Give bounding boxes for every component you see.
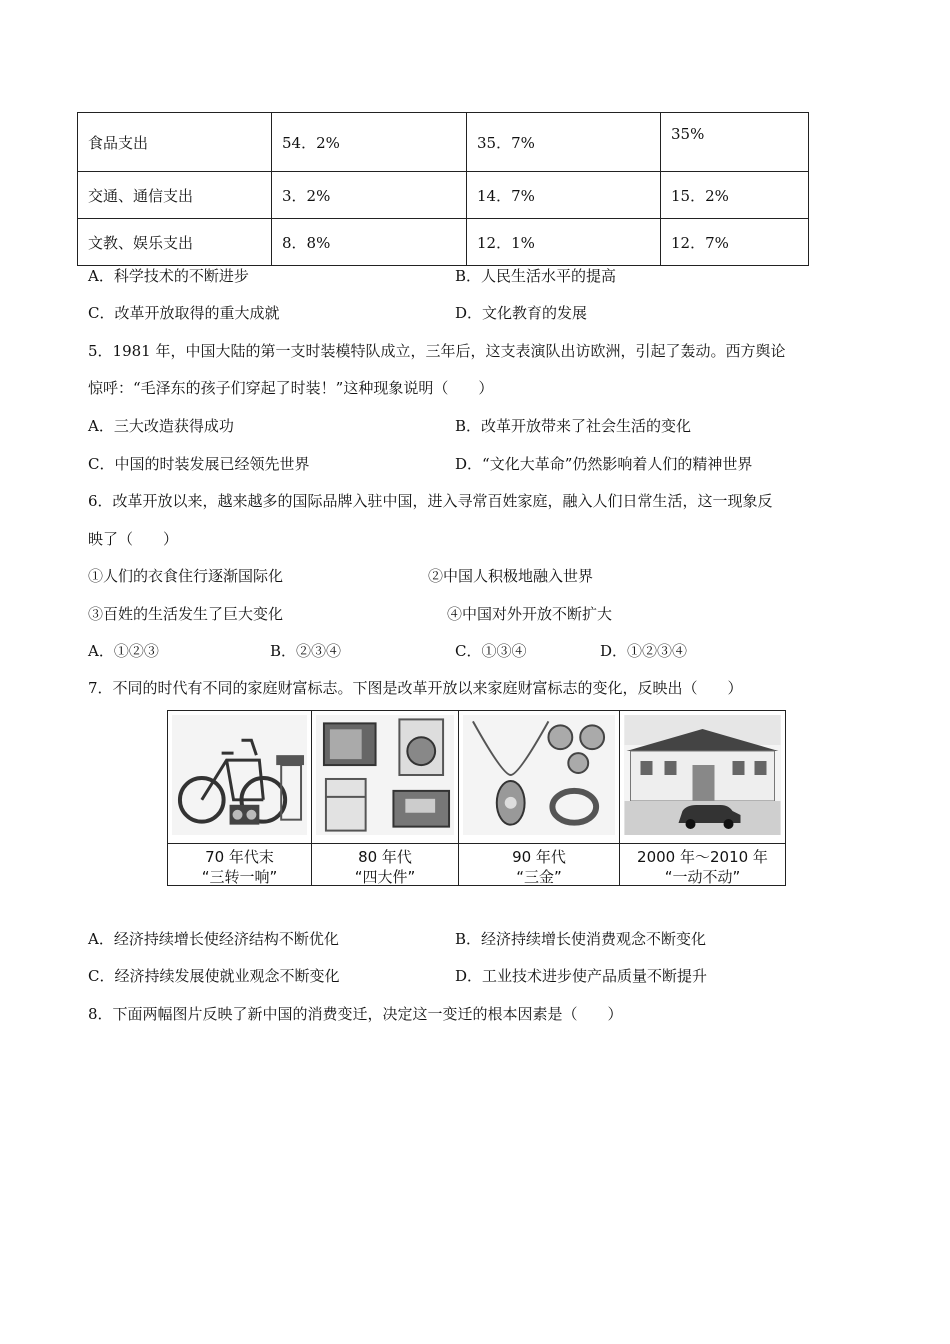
era-label: 80 年代 xyxy=(358,848,412,866)
q6-statement-4: ④中国对外开放不断扩大 xyxy=(447,605,613,623)
table-row xyxy=(78,172,809,219)
q4-option-d: D．文化教育的发展 xyxy=(455,304,588,322)
era-label: 70 年代末 xyxy=(205,848,274,866)
q6-statement-3: ③百姓的生活发生了巨大变化 xyxy=(88,605,284,623)
figure-panel-2000s xyxy=(620,711,785,885)
q6-option-d: D．①②③④ xyxy=(600,642,688,660)
expenditure-table xyxy=(77,112,809,266)
q5-option-a: A．三大改造获得成功 xyxy=(88,417,234,435)
table-row xyxy=(78,219,809,266)
table-cell: 12．7% xyxy=(661,219,809,266)
q4-option-b: B．人民生活水平的提高 xyxy=(455,267,617,285)
table-cell: 14．7% xyxy=(467,172,661,219)
q6-option-c: C．①③④ xyxy=(455,642,527,660)
bicycle-sewing-machine-radio-icon xyxy=(172,715,307,835)
q7-option-d: D．工业技术进步使产品质量不断提升 xyxy=(455,967,708,985)
gold-necklace-earrings-ring-icon xyxy=(463,715,615,835)
q6-stem-line2: 映了（ ） xyxy=(88,530,179,548)
tv-washer-fridge-recorder-icon xyxy=(316,715,454,835)
q4-option-a: A．科学技术的不断进步 xyxy=(88,267,249,285)
figure-panel-80s xyxy=(312,711,459,885)
table-cell: 12．1% xyxy=(467,219,661,266)
era-label: 90 年代 xyxy=(512,848,566,866)
house-car-icon xyxy=(624,715,781,835)
q7-option-a: A．经济持续增长使经济结构不断优化 xyxy=(88,930,339,948)
q5-option-b: B．改革开放带来了社会生活的变化 xyxy=(455,417,692,435)
wealth-label: “一动不动” xyxy=(664,868,741,886)
q5-stem-line1: 5．1981 年，中国大陆的第一支时装模特队成立，三年后，这支表演队出访欧洲，引起了轰动。西方舆论 xyxy=(88,342,786,360)
table-row xyxy=(78,113,809,172)
q5-stem-line2: 惊呼：“毛泽东的孩子们穿起了时装！”这种现象说明（ ） xyxy=(88,379,494,397)
table-cell: 54．2% xyxy=(272,113,467,172)
q7-stem: 7．不同的时代有不同的家庭财富标志。下图是改革开放以来家庭财富标志的变化，反映出（ ） xyxy=(88,679,743,697)
table-cell: 文教、娱乐支出 xyxy=(78,219,272,266)
table-cell: 35% xyxy=(661,113,809,172)
era-label: 2000 年～2010 年 xyxy=(637,848,768,866)
table-cell: 3．2% xyxy=(272,172,467,219)
q7-option-c: C．经济持续发展使就业观念不断变化 xyxy=(88,967,340,985)
wealth-label: “三转一响” xyxy=(201,868,278,886)
q7-option-b: B．经济持续增长使消费观念不断变化 xyxy=(455,930,707,948)
figure-panel-90s xyxy=(459,711,620,885)
table-cell: 8．8% xyxy=(272,219,467,266)
q6-stem-line1: 6．改革开放以来，越来越多的国际品牌入驻中国，进入寻常百姓家庭，融入人们日常生活，这一现象反 xyxy=(88,492,773,510)
q5-option-d: D．“文化大革命”仍然影响着人们的精神世界 xyxy=(455,455,753,473)
table-cell: 35．7% xyxy=(467,113,661,172)
q6-statement-1: ①人们的衣食住行逐渐国际化 xyxy=(88,567,284,585)
q5-option-c: C．中国的时装发展已经领先世界 xyxy=(88,455,310,473)
table-cell: 交通、通信支出 xyxy=(78,172,272,219)
q6-option-a: A．①②③ xyxy=(88,642,159,660)
wealth-label: “四大件” xyxy=(354,868,416,886)
wealth-symbols-figure xyxy=(167,710,786,886)
q8-stem: 8．下面两幅图片反映了新中国的消费变迁，决定这一变迁的根本因素是（ ） xyxy=(88,1005,623,1023)
table-cell: 食品支出 xyxy=(78,113,272,172)
q6-statement-2: ②中国人积极地融入世界 xyxy=(428,567,594,585)
q4-option-c: C．改革开放取得的重大成就 xyxy=(88,304,280,322)
table-cell: 15．2% xyxy=(661,172,809,219)
q6-option-b: B．②③④ xyxy=(270,642,342,660)
wealth-label: “三金” xyxy=(516,868,562,886)
figure-panel-70s xyxy=(168,711,312,885)
